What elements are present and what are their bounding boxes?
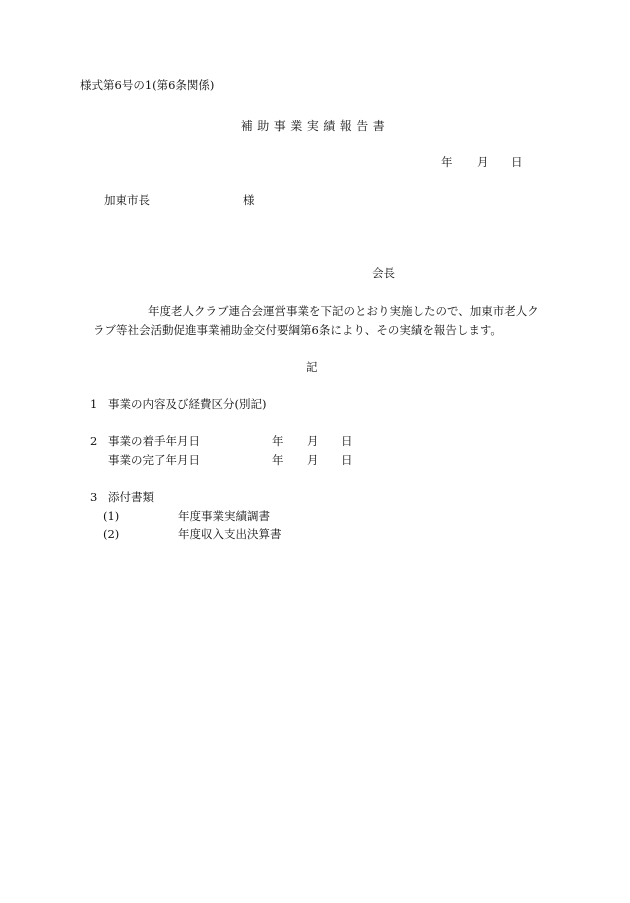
document-title: 補助事業実績報告書 [240, 119, 390, 133]
item-1-number: 1 [90, 397, 98, 411]
item-1-text: 事業の内容及び経費区分(別記) [108, 397, 267, 411]
end-date-label: 事業の完了年月日 [108, 453, 200, 467]
item-3-number: 3 [90, 490, 98, 504]
end-date-year: 年 [272, 453, 284, 467]
attachment-1-number: (1) [103, 509, 120, 523]
honorific: 様 [243, 193, 255, 207]
date-day-label: 日 [511, 155, 523, 169]
body-text-line-1: 年度老人クラブ連合会運営事業を下記のとおり実施したので、加東市老人ク [148, 304, 539, 318]
start-date-label: 事業の着手年月日 [108, 434, 200, 448]
chairman-label: 会長 [372, 266, 395, 280]
end-date-day: 日 [341, 453, 353, 467]
attachment-2-text: 年度収入支出決算書 [178, 527, 282, 541]
attachment-2-number: (2) [103, 527, 120, 541]
start-date-day: 日 [341, 434, 353, 448]
start-date-year: 年 [272, 434, 284, 448]
start-date-month: 月 [307, 434, 319, 448]
attachment-1-text: 年度事業実績調書 [178, 509, 270, 523]
ki-heading: 記 [306, 360, 318, 374]
item-3-text: 添付書類 [108, 490, 154, 504]
body-text-line-2: ラブ等社会活動促進事業補助金交付要綱第6条により、その実績を報告します。 [93, 323, 502, 337]
form-number: 様式第6号の1(第6条関係) [80, 78, 215, 92]
end-date-month: 月 [307, 453, 319, 467]
addressee: 加東市長 [104, 193, 150, 207]
date-year-label: 年 [441, 155, 453, 169]
date-month-label: 月 [477, 155, 489, 169]
item-2-number: 2 [90, 434, 98, 448]
